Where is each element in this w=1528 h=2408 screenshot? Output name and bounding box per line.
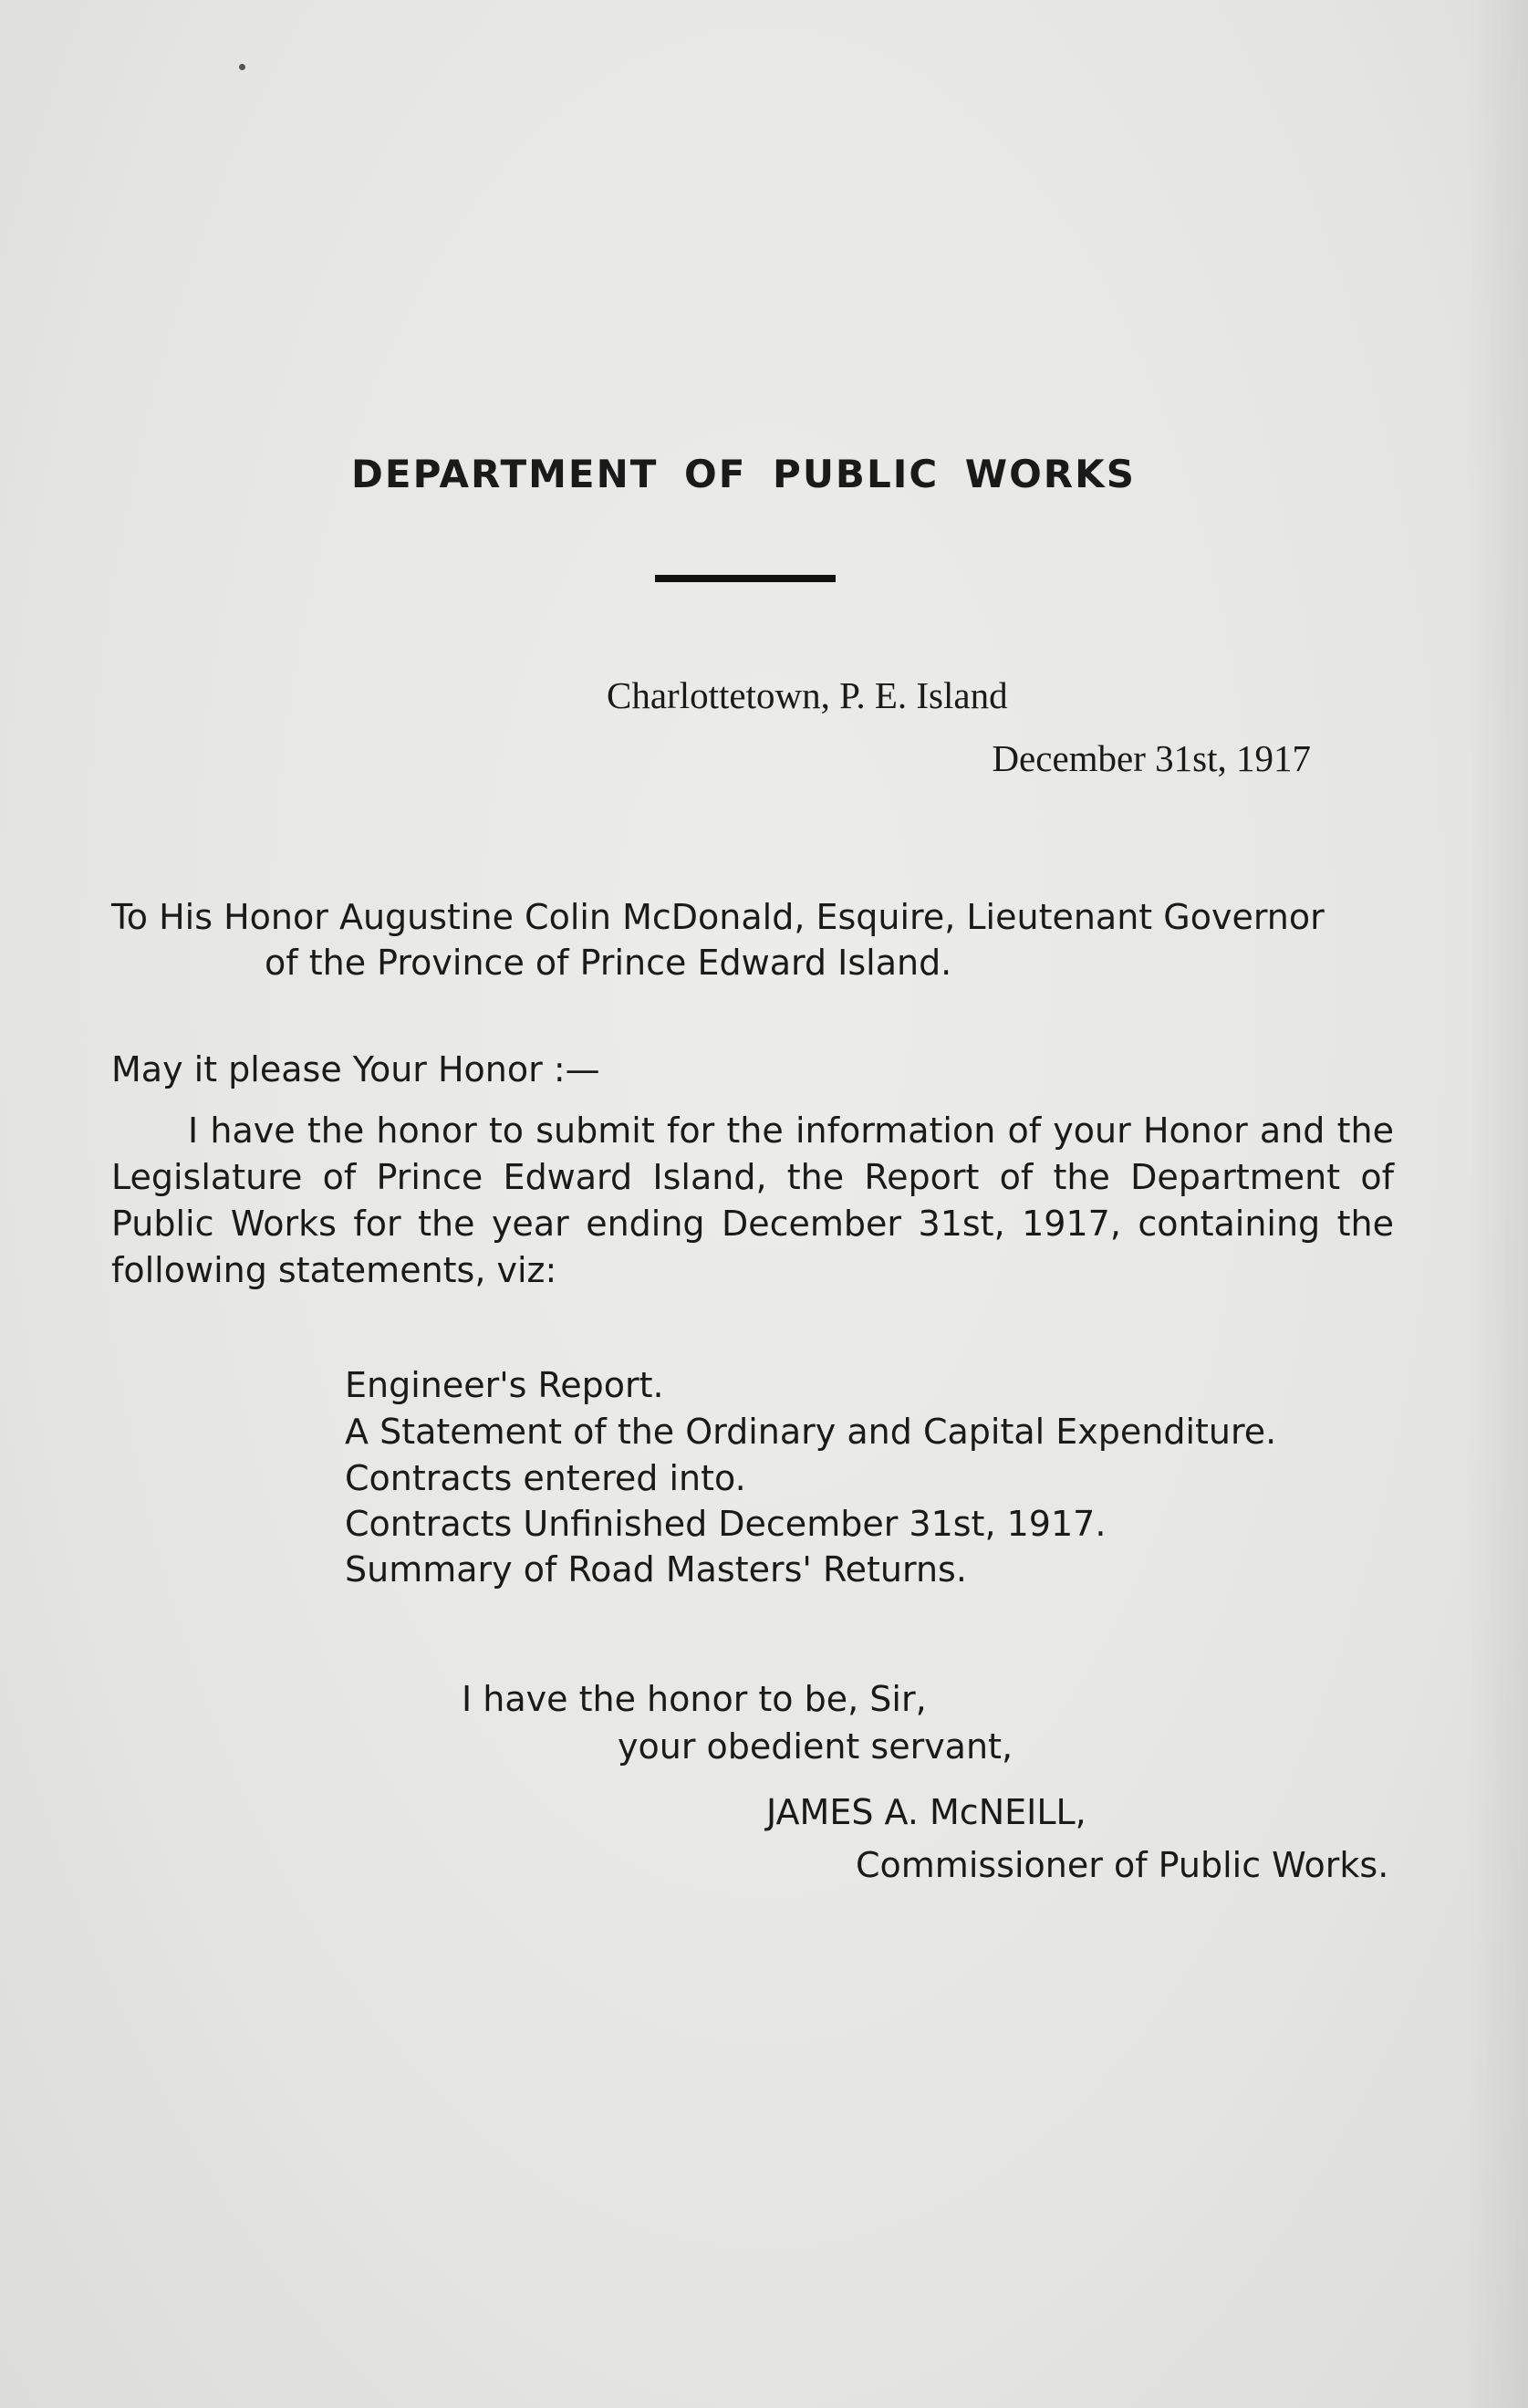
place-line: Charlottetown, P. E. Island [607,674,1008,716]
addressee-line-2: of the Province of Prince Edward Island. [265,943,952,983]
date-line: December 31st, 1917 [992,737,1311,779]
closing-line-1: I have the honor to be, Sir, [462,1679,927,1719]
department-heading: DEPARTMENT OF PUBLIC WORKS [351,452,1136,496]
ink-speck [239,64,245,70]
closing-line-2: your obedient servant, [618,1726,1013,1767]
heading-rule [655,575,836,582]
statement-item: Summary of Road Masters' Returns. [345,1549,967,1590]
salutation: May it please Your Honor :— [111,1049,600,1089]
statement-item: Contracts Unfinished December 31st, 1917. [345,1504,1107,1544]
signatory-title: Commissioner of Public Works. [856,1845,1389,1885]
statement-item: Contracts entered into. [345,1458,746,1498]
statement-item: A Statement of the Ordinary and Capital Expenditure. [345,1412,1277,1452]
statement-item: Engineer's Report. [345,1365,664,1405]
addressee-line-1: To His Honor Augustine Colin McDonald, Esquire, Lieutenant Governor [111,897,1325,937]
body-paragraph: I have the honor to submit for the information of your Honor and the Legislature of Prince Edward Island, the Report of the Department of Public Works for the year ending December 31st, 1917, containing the following statements, viz: [111,1110,1394,1290]
signatory-name: JAMES A. McNEILL, [766,1792,1086,1832]
page-edge-shadow [1464,0,1528,2408]
